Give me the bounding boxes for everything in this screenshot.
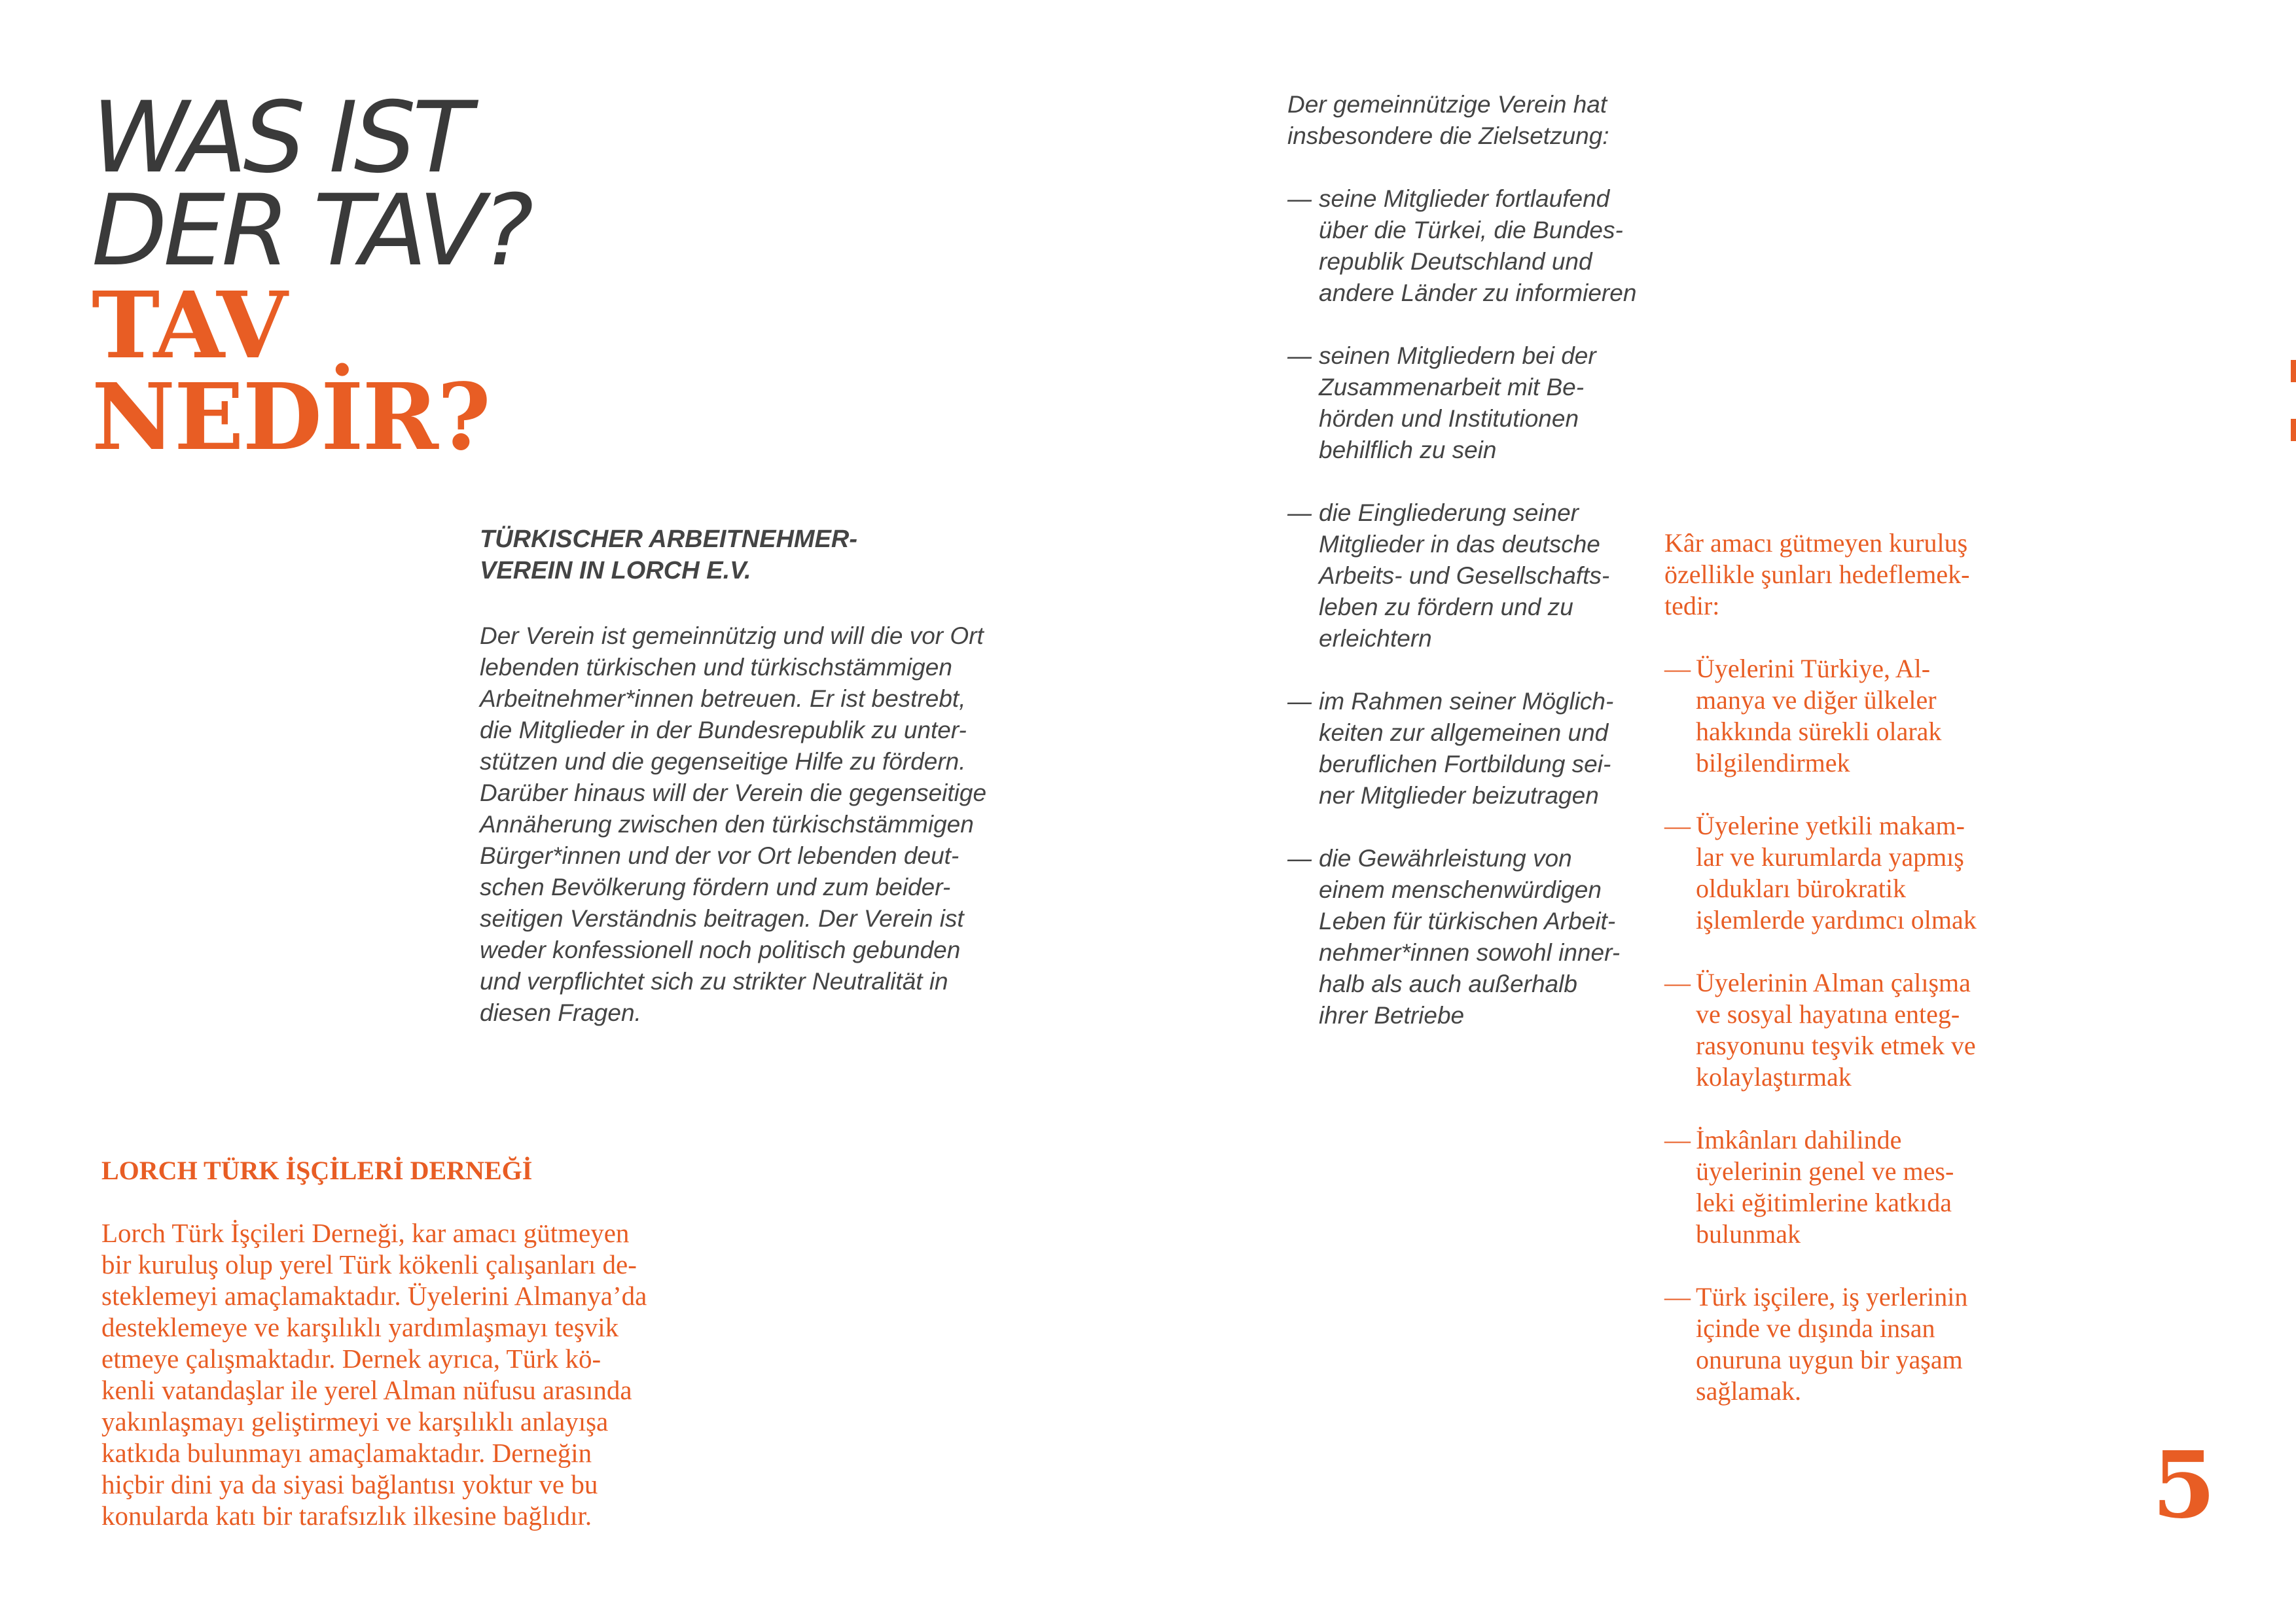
turkish-section-body: Lorch Türk İşçileri Derneği, kar amacı gütmeyen bir kuruluş olup yerel Türk kökenli çalışanları de- steklemeyi amaçlamaktadır. Üyelerini Almanya’da desteklemeye ve karşılıklı yardımlaşmayı teşvik etmeye çalışmaktadır. Dernek ayrıca, Türk kö- kenli vatandaşlar ile yerel Alman nüfusu arasında yakınlaşmayı geliştirmeyi ve karşılıklı anlayışa katkıda bulunmayı amaçlamaktadır. Derneğin hiçbir dini ya da siyasi bağlantısı yoktur ve bu konularda katı bir tarafsızlık ilkesine bağlıdır.: [101, 1218, 647, 1531]
dash-bullet: —: [1287, 845, 1312, 872]
list-item: [1664, 1281, 2031, 1407]
list-item: [1664, 810, 2031, 936]
list-item: [1287, 686, 1654, 812]
list-item-text: die Eingliederung seiner Mitglieder in das deutsche Arbeits- und Gesellschafts- leben zu fördern und zu erleichtern: [1319, 499, 1610, 652]
list-item-text: seinen Mitgliedern bei der Zusammenarbeit mit Be- hörden und Institutionen behilflich zu sein: [1319, 342, 1596, 463]
edge-mark: [2291, 419, 2296, 441]
dash-bullet: —: [1287, 185, 1312, 212]
page-title-turkish: TAV NEDİR?: [92, 272, 490, 471]
german-aims-list: [1287, 183, 1654, 1031]
list-item: [1664, 1124, 2031, 1250]
page-number: 5: [2152, 1432, 2216, 1539]
list-item: [1287, 340, 1654, 466]
dash-bullet: —: [1664, 654, 1691, 683]
list-item: [1287, 183, 1654, 309]
german-section-heading: TÜRKISCHER ARBEITNEHMER- VEREIN IN LORCH E.V.: [480, 526, 858, 584]
list-item-text: im Rahmen seiner Möglich- keiten zur allgemeinen und beruflichen Fortbildung sei- ner Mitglieder beizutragen: [1319, 688, 1614, 809]
list-item: [1287, 843, 1654, 1031]
list-item-text: Üyelerinin Alman çalışma ve sosyal hayatına enteg- rasyonunu teşvik etmek ve kolaylaştırmak: [1696, 968, 1976, 1092]
list-item: [1664, 967, 2031, 1093]
turkish-aims-list: [1664, 653, 2031, 1407]
dash-bullet: —: [1287, 688, 1312, 715]
edge-mark: [2291, 360, 2296, 382]
turkish-section-heading: LORCH TÜRK İŞÇİLERİ DERNEĞİ: [101, 1156, 533, 1185]
page-title-german: WAS IST DER TAV?: [92, 81, 530, 288]
list-item-text: Üyelerine yetkili makam- lar ve kurumlarda yapmış oldukları bürokratik işlemlerde yardımcı olmak: [1696, 811, 1977, 935]
turkish-aims-column: [1664, 527, 2031, 1438]
list-item-text: İmkânları dahilinde üyelerinin genel ve mes- leki eğitimlerine katkıda bulunmak: [1696, 1125, 1954, 1249]
dash-bullet: —: [1287, 499, 1312, 526]
dash-bullet: —: [1287, 342, 1312, 369]
dash-bullet: —: [1664, 1282, 1691, 1311]
list-item-text: die Gewährleistung von einem menschenwürdigen Leben für türkischen Arbeit- nehmer*innen sowohl inner- halb als auch außerhalb ihrer Betriebe: [1319, 845, 1621, 1029]
list-item: [1664, 653, 2031, 779]
dash-bullet: —: [1664, 1125, 1691, 1154]
german-section-body: Der Verein ist gemeinnützig und will die vor Ort lebenden türkischen und türkischstämmigen Arbeitnehmer*innen betreuen. Er ist bestrebt, die Mitglieder in der Bundesrepublik zu unter- stützen und die gegenseitige Hilfe zu fördern. Darüber hinaus will der Verein die gegenseitige Annäherung zwischen den türkischstämmigen Bürger*innen und der vor Ort lebenden deut- schen Bevölkerung fördern und zum beider- seitigen Verständnis beitragen. Der Verein ist weder konfessionell noch politisch gebunden und verpflichtet sich zu strikter Neutralität in diesen Fragen.: [480, 622, 987, 1026]
list-item-text: seine Mitglieder fortlaufend über die Türkei, die Bundes- republik Deutschland und andere Länder zu informieren: [1319, 185, 1637, 306]
german-aims-column: [1287, 89, 1654, 1063]
german-aims-intro: Der gemeinnützige Verein hat insbesondere die Zielsetzung:: [1287, 91, 1609, 149]
list-item-text: Üyelerini Türkiye, Al- manya ve diğer ülkeler hakkında sürekli olarak bilgilendirmek: [1696, 654, 1942, 777]
list-item: [1287, 497, 1654, 654]
turkish-aims-intro: Kâr amacı gütmeyen kuruluş özellikle şunları hedeflemek- tedir:: [1664, 528, 1970, 620]
dash-bullet: —: [1664, 968, 1691, 997]
list-item-text: Türk işçilere, iş yerlerinin içinde ve dışında insan onuruna uygun bir yaşam sağlamak.: [1696, 1282, 1968, 1406]
dash-bullet: —: [1664, 811, 1691, 840]
